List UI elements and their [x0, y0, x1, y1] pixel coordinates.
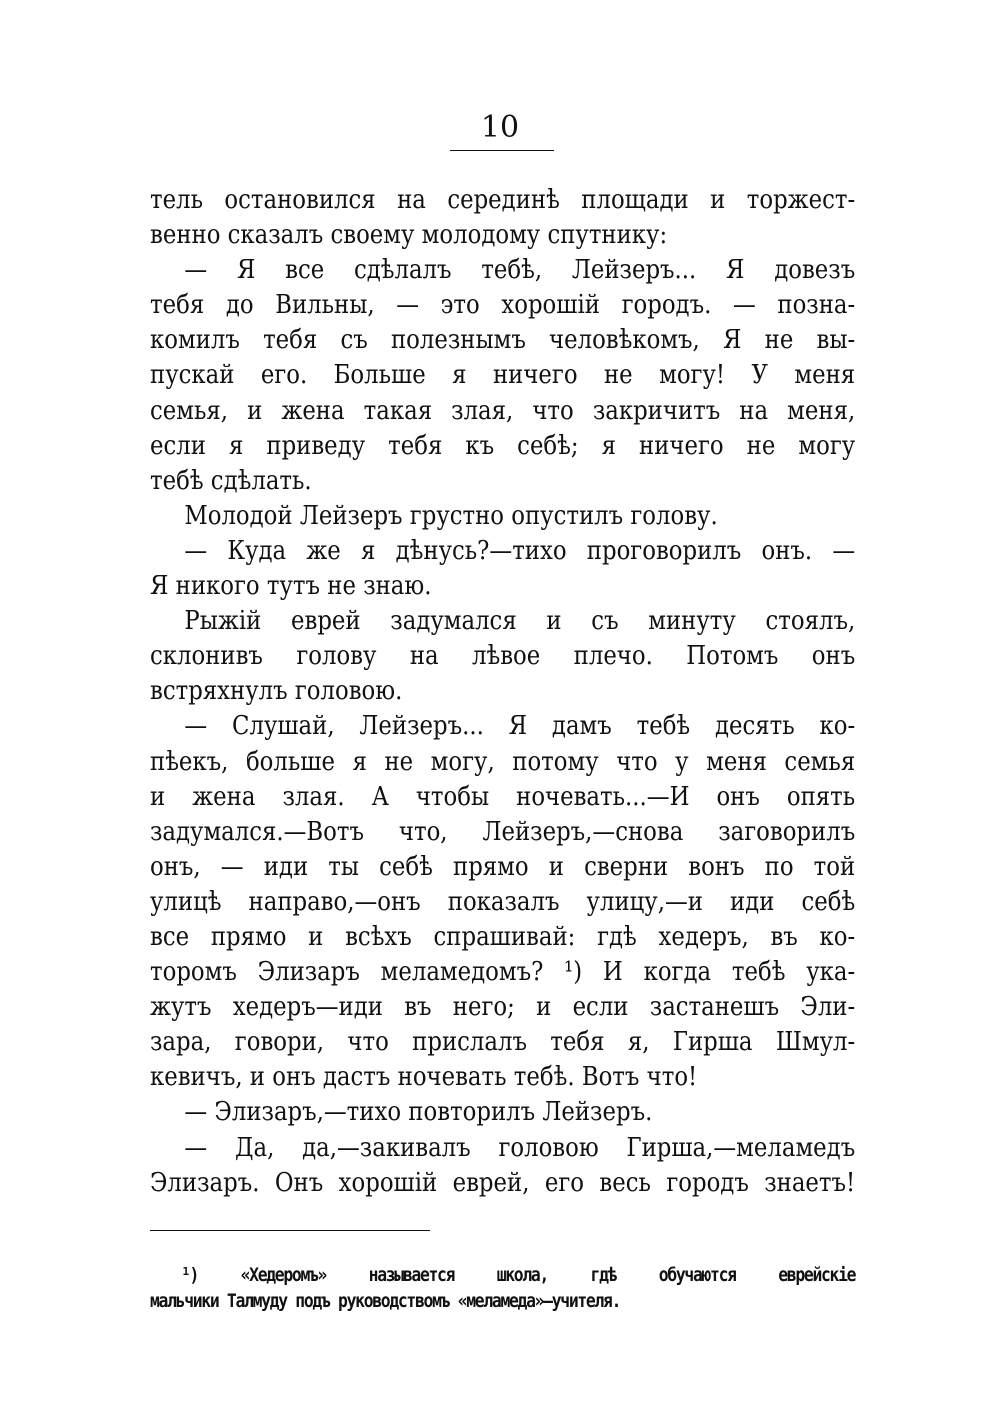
text-line: онъ, — иди ты себѣ прямо и сверни вонъ по той	[150, 850, 856, 882]
text-line: задумался.—Вотъ что, Лейзеръ,—снова заговорилъ	[150, 815, 856, 847]
text-line: — Элизаръ,—тихо повторилъ Лейзеръ.	[184, 1096, 653, 1128]
text-line: — Слушай, Лейзеръ... Я дамъ тебѣ десять ко-	[184, 710, 856, 742]
text-line: — Да, да,—закивалъ головою Гирша,—меламедъ	[184, 1131, 856, 1163]
text-line: зара, говори, что прислалъ тебя я, Гирша Шмул-	[150, 1026, 856, 1058]
text-line: тель остановился на серединѣ площади и торжест-	[150, 184, 856, 215]
text-line: встряхнулъ головою.	[150, 675, 403, 707]
footnote	[150, 1262, 855, 1314]
text-line: если я приведу тебя къ себѣ; я ничего не могу	[150, 429, 856, 461]
text-line: и жена злая. А чтобы ночевать...—И онъ опять	[150, 780, 856, 812]
text-line: все прямо и всѣхъ спрашивай: гдѣ хедеръ, въ ко-	[150, 920, 856, 952]
page-number: 10	[480, 110, 520, 145]
body-text	[150, 182, 855, 1200]
text-line: венно сказалъ своему молодому спутнику:	[150, 219, 668, 251]
text-line: комилъ тебя съ полезнымъ человѣкомъ, Я не вы-	[150, 324, 856, 356]
text-line: Элизаръ. Онъ хорошій еврей, его весь городъ знаетъ!	[150, 1166, 856, 1198]
text-line: семья, и жена такая злая, что закричитъ на меня,	[150, 394, 856, 426]
text-line: пѣекъ, больше я не могу, потому что у меня семья	[150, 745, 856, 777]
text-line: улицѣ направо,—онъ показалъ улицу,—и иди себѣ	[150, 885, 856, 917]
footnote-rule	[150, 1230, 430, 1231]
text-line: Молодой Лейзеръ грустно опустилъ голову.	[184, 499, 718, 531]
text-line: пускай его. Больше я ничего не могу! У меня	[150, 359, 856, 391]
text-line: Рыжій еврей задумался и съ минуту стоялъ,	[184, 605, 856, 637]
page-number-rule	[450, 150, 554, 151]
text-line: тебя до Вильны, — это хорошій городъ. — позна-	[150, 289, 856, 321]
text-line: торомъ Элизаръ меламедомъ? ¹) И когда тебѣ ука-	[150, 956, 856, 988]
text-line: тебѣ сдѣлать.	[150, 464, 312, 496]
text-line: — Я все сдѣлалъ тебѣ, Лейзеръ... Я довезъ	[184, 254, 856, 286]
text-line: кевичъ, и онъ дастъ ночевать тебѣ. Вотъ что!	[150, 1061, 698, 1093]
footnote-line: ¹) «Хедеромъ» называется школа, гдѣ обучаются еврейскіе	[180, 1264, 856, 1286]
footnote-line: мальчики Талмуду подъ руководствомъ «меламеда»—учителя.	[150, 1290, 621, 1312]
text-line: склонивъ голову на лѣвое плечо. Потомъ онъ	[150, 640, 856, 672]
text-line: Я никого тутъ не знаю.	[150, 570, 432, 602]
text-line: жутъ хедеръ—иди въ него; и если застанешъ Эли-	[150, 991, 856, 1023]
text-line: — Куда же я дѣнусь?—тихо проговорилъ онъ. —	[184, 534, 856, 566]
